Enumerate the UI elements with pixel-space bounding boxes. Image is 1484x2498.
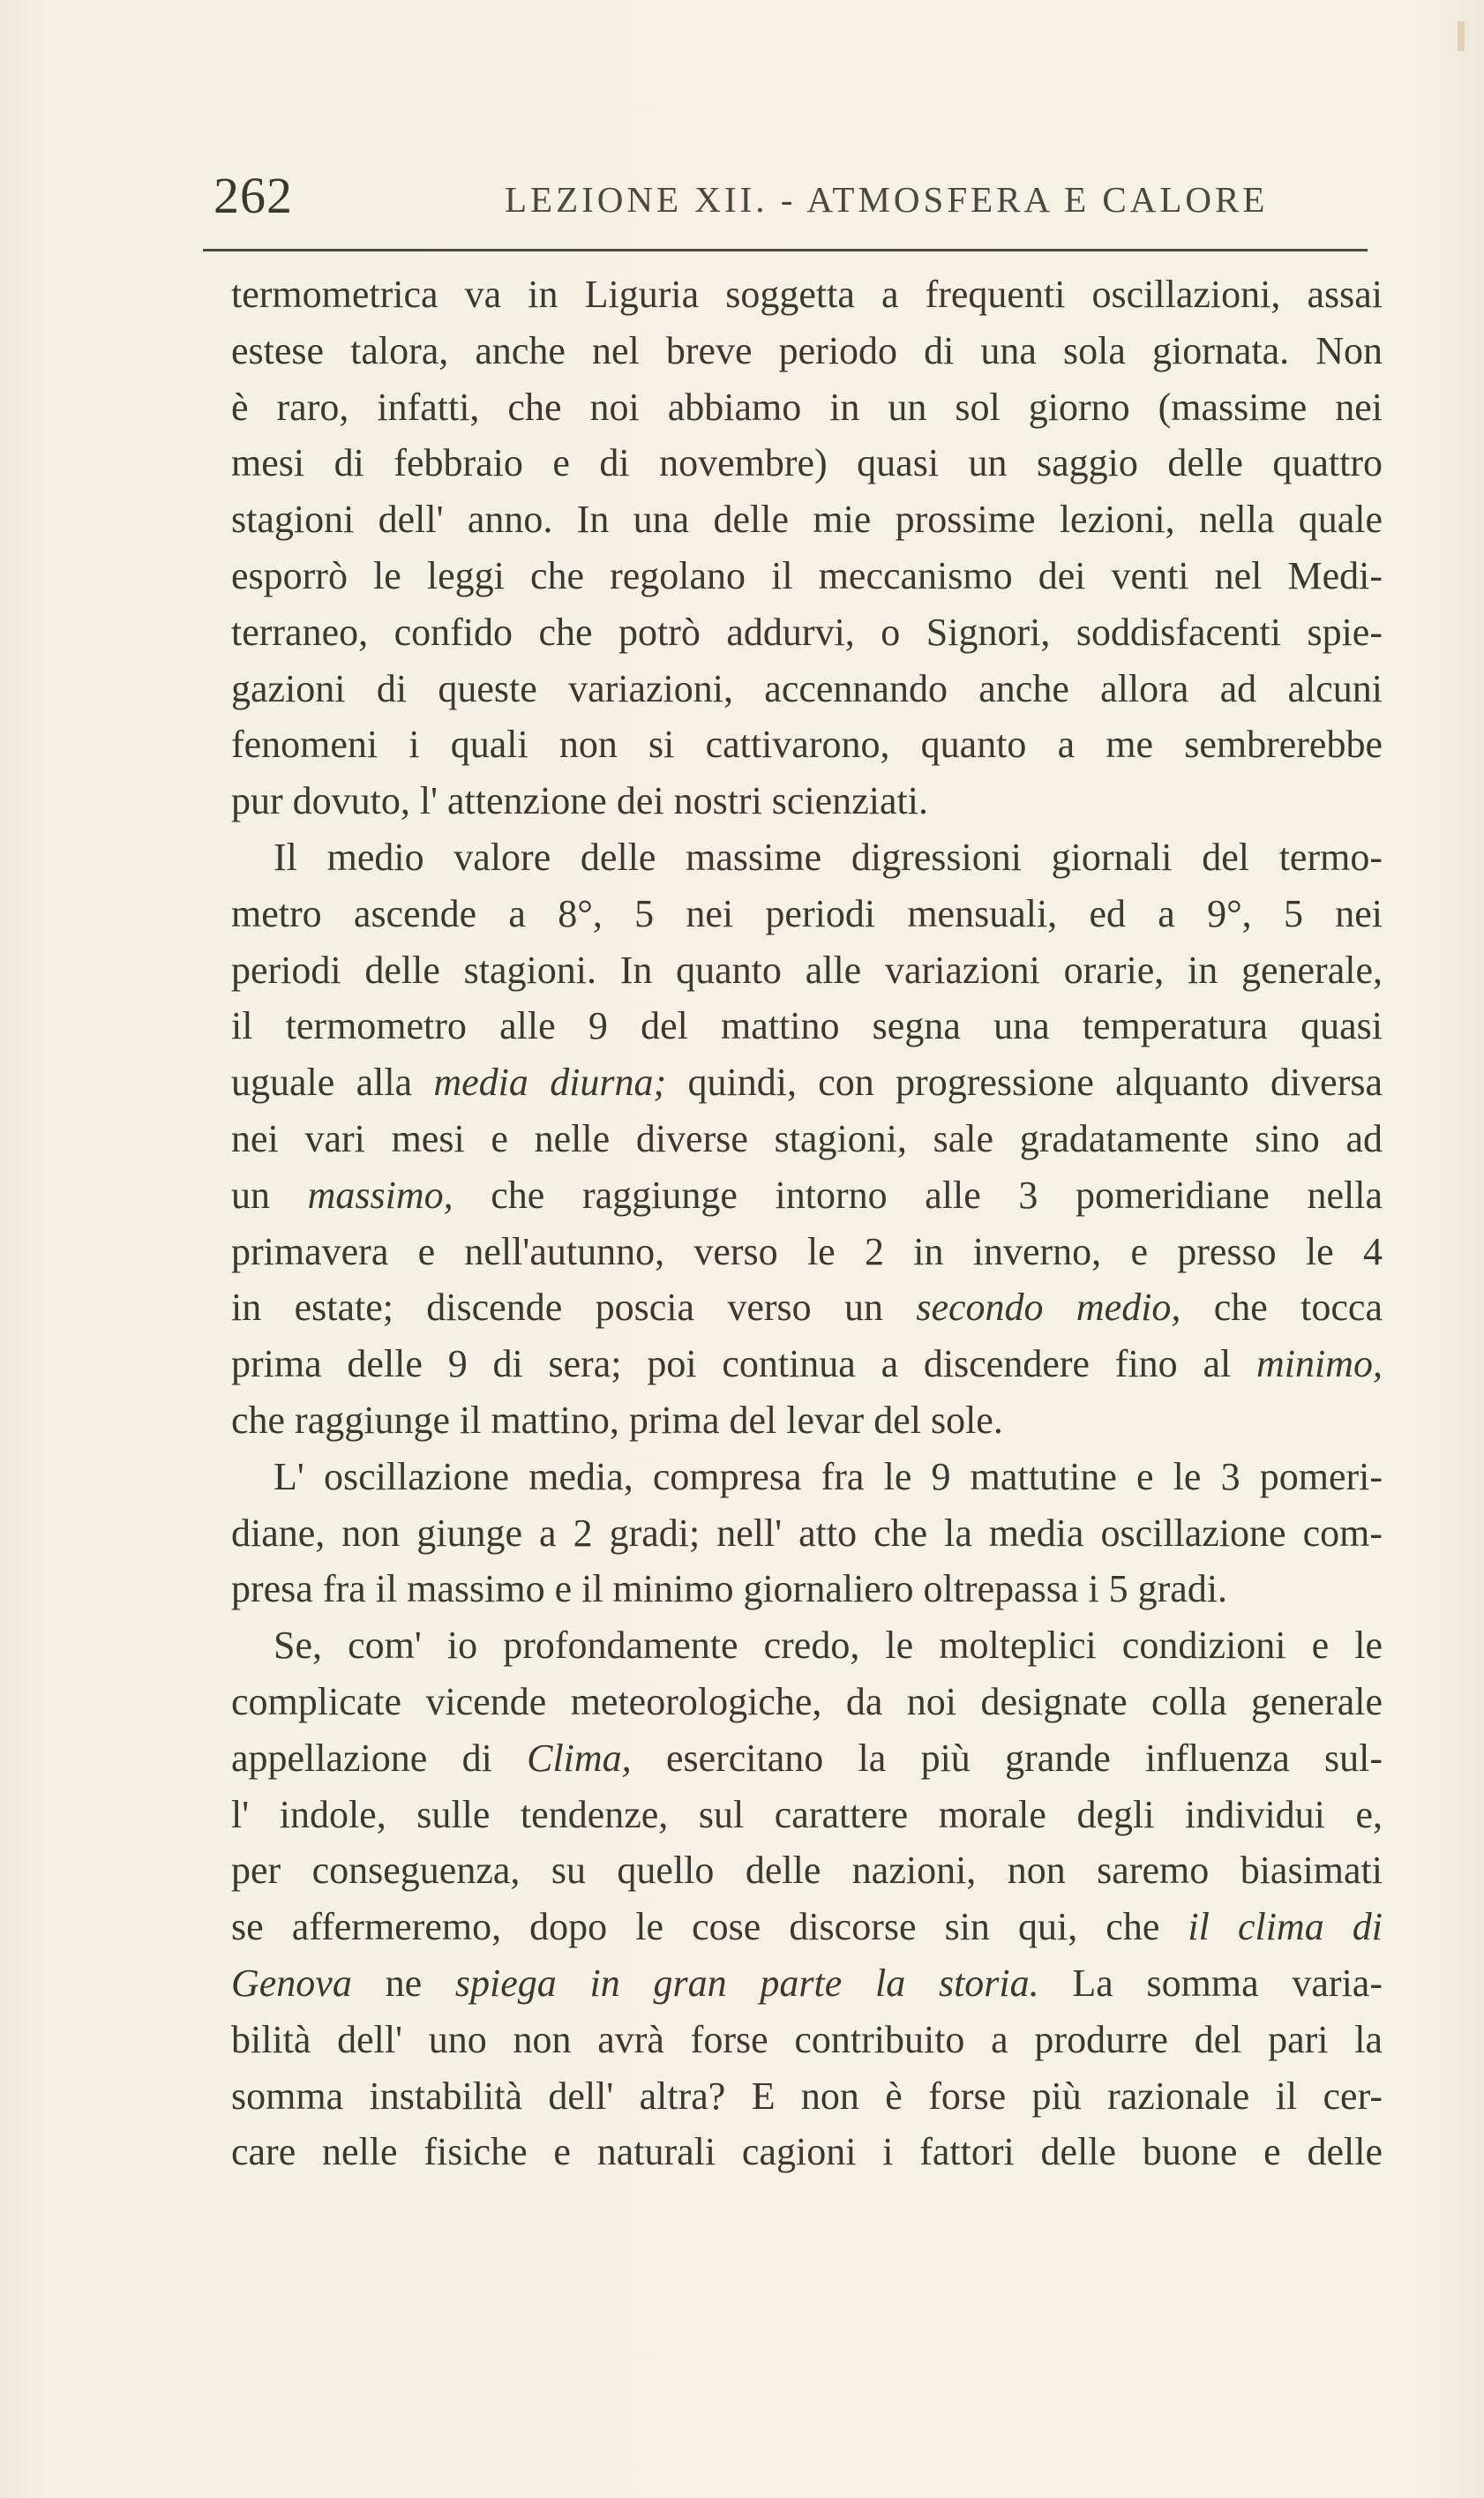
italic-phrase: minimo, bbox=[1256, 1342, 1383, 1386]
text-line: è raro, infatti, che noi abbiamo in un sol giorno (massime nei bbox=[231, 385, 1383, 429]
paragraph-start-line: Se, com' io profondamente credo, le molteplici condizioni e le bbox=[274, 1624, 1383, 1668]
text-line: se affermeremo, dopo le cose discorse sin qui, che il clima di bbox=[231, 1905, 1383, 1949]
text-line: uguale alla media diurna; quindi, con progressione alquanto diversa bbox=[231, 1061, 1383, 1105]
text-line: complicate vicende meteorologiche, da noi designate colla generale bbox=[231, 1679, 1383, 1723]
paragraph-start-line: L' oscillazione media, compresa fra le 9 mattutine e le 3 pomeri- bbox=[274, 1454, 1383, 1498]
text-line: fenomeni i quali non si cattivarono, quanto a me sembrerebbe bbox=[231, 723, 1383, 767]
text-line: somma instabilità dell' altra? E non è forse più razionale il cer- bbox=[231, 2074, 1383, 2118]
text-line: nei vari mesi e nelle diverse stagioni, sale gradatamente sino ad bbox=[231, 1116, 1383, 1160]
text-line: diane, non giunge a 2 gradi; nell' atto che la media oscillazione com- bbox=[231, 1511, 1383, 1555]
text-line: gazioni di queste variazioni, accennando anche allora ad alcuni bbox=[231, 666, 1383, 710]
body-text bbox=[231, 266, 1383, 2180]
text-line: l' indole, sulle tendenze, sul carattere morale degli individui e, bbox=[231, 1792, 1383, 1836]
italic-phrase: il clima di bbox=[1188, 1905, 1383, 1949]
italic-phrase: Clima, bbox=[527, 1736, 632, 1780]
text-line: bilità dell' uno non avrà forse contribuito a produrre del pari la bbox=[231, 2017, 1383, 2061]
text-line: periodi delle stagioni. In quanto alle variazioni orarie, in generale, bbox=[231, 948, 1383, 992]
text-line: per conseguenza, su quello delle nazioni, non saremo biasimati bbox=[231, 1849, 1383, 1893]
page-number: 262 bbox=[214, 167, 293, 224]
running-head bbox=[205, 166, 1396, 228]
text-line: Genova ne spiega in gran parte la storia. La somma varia- bbox=[231, 1961, 1383, 2005]
italic-phrase: Genova bbox=[231, 1961, 352, 2005]
text-line: care nelle fisiche e naturali cagioni i fattori delle buone e delle bbox=[231, 2130, 1383, 2174]
text-line: terraneo, confido che potrò addurvi, o Signori, soddisfacenti spie- bbox=[231, 610, 1383, 654]
text-line: esporrò le leggi che regolano il meccanismo dei venti nel Medi- bbox=[231, 553, 1383, 597]
text-line: estese talora, anche nel breve periodo di una sola giornata. Non bbox=[231, 328, 1383, 372]
text-line: stagioni dell' anno. In una delle mie prossime lezioni, nella quale bbox=[231, 498, 1383, 542]
header-rule bbox=[203, 249, 1368, 251]
text-line: termometrica va in Liguria soggetta a frequenti oscillazioni, assai bbox=[231, 273, 1383, 316]
text-line: pur dovuto, l' attenzione dei nostri scienziati. bbox=[231, 779, 928, 823]
italic-phrase: secondo medio, bbox=[916, 1286, 1181, 1330]
text-line: primavera e nell'autunno, verso le 2 in inverno, e presso le 4 bbox=[231, 1229, 1383, 1273]
running-head-title: LEZIONE XII. - ATMOSFERA E CALORE bbox=[505, 179, 1269, 220]
text-line: un massimo, che raggiunge intorno alle 3 pomeridiane nella bbox=[231, 1173, 1383, 1217]
text-line: in estate; discende poscia verso un secondo medio, che tocca bbox=[231, 1286, 1383, 1330]
text-line: il termometro alle 9 del mattino segna una temperatura quasi bbox=[231, 1004, 1383, 1048]
text-line: prima delle 9 di sera; poi continua a discendere fino al minimo, bbox=[231, 1342, 1383, 1386]
text-line: presa fra il massimo e il minimo giornaliero oltrepassa i 5 gradi. bbox=[231, 1567, 1228, 1611]
paragraph-start-line: Il medio valore delle massime digressioni giornali del termo- bbox=[274, 835, 1383, 879]
text-line: metro ascende a 8°, 5 nei periodi mensuali, ed a 9°, 5 nei bbox=[231, 891, 1383, 935]
italic-phrase: massimo, bbox=[307, 1173, 453, 1217]
text-line: mesi di febbraio e di novembre) quasi un saggio delle quattro bbox=[231, 441, 1383, 485]
italic-phrase: media diurna; bbox=[433, 1061, 667, 1105]
text-line: che raggiunge il mattino, prima del levar del sole. bbox=[231, 1398, 1003, 1442]
text-line: appellazione di Clima, esercitano la più grande influenza sul- bbox=[231, 1736, 1383, 1780]
page-edge-mark bbox=[1458, 21, 1465, 51]
italic-phrase: spiega in gran parte la storia. bbox=[454, 1961, 1039, 2005]
